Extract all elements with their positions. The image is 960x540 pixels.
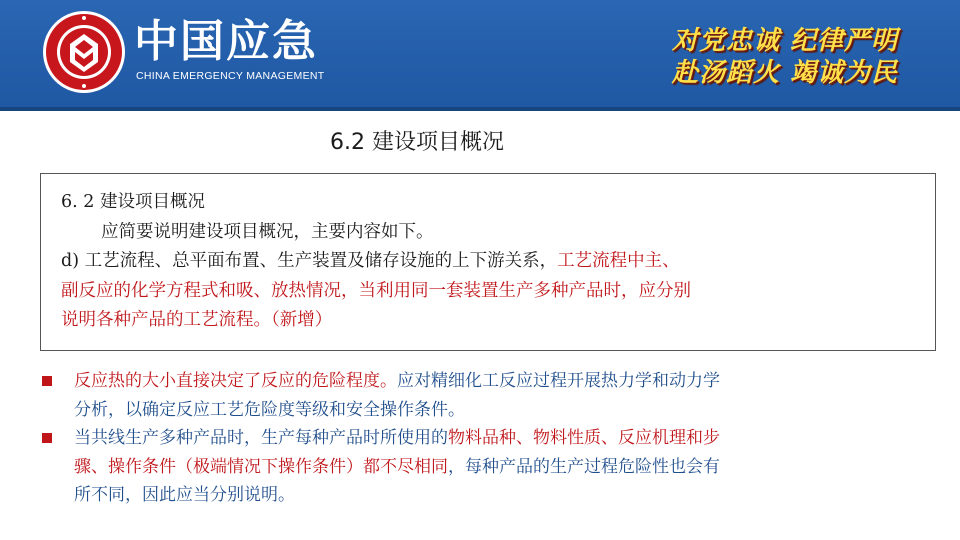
bullet-1-text-1: 应对精细化工反应过程开展热力学和动力学 (397, 371, 720, 391)
slogan-line-1: 对党忠诚 纪律严明 (671, 26, 898, 56)
bullet-square-icon (42, 433, 52, 443)
bullet-item-1 (40, 367, 920, 424)
bullet-2-highlight-1: 物料品种、物料性质、反应机理和步 (448, 428, 720, 448)
bullet-1-highlight: 反应热的大小直接决定了反应的危险程度。 (74, 371, 397, 391)
brand-subtitle: CHINA EMERGENCY MANAGEMENT (136, 70, 325, 82)
emergency-emblem-icon (42, 10, 126, 94)
excerpt-heading: 6. 2 建设项目概况 (61, 192, 205, 212)
header-bar (0, 0, 960, 107)
excerpt-item-highlight-1: 工艺流程中主、 (557, 251, 680, 271)
bullet-square-icon (42, 376, 52, 386)
page-title: 6.2 建设项目概况 (330, 130, 504, 155)
slogan-line-2: 赴汤蹈火 竭诚为民 (671, 58, 898, 88)
excerpt-intro: 应简要说明建设项目概况，主要内容如下。 (101, 221, 434, 242)
excerpt-item-d (61, 247, 915, 277)
brand-title: 中国应急 (134, 16, 318, 67)
bullet-2-text-1: 当共线生产多种产品时，生产每种产品时所使用的 (74, 428, 448, 448)
excerpt-item-highlight-2: 副反应的化学方程式和吸、放热情况，当利用同一套装置生产多种产品时，应分别 (61, 280, 691, 301)
excerpt-item-highlight-3: 说明各种产品的工艺流程。（新增） (61, 310, 333, 330)
bullet-2-text-2: ，每种产品的生产过程危险性也会有 (448, 456, 720, 477)
bullet-list (40, 367, 920, 510)
bullet-1-text-2: 分析，以确定反应工艺危险度等级和安全操作条件。 (74, 399, 465, 420)
header-divider (0, 107, 960, 111)
excerpt-item-prefix: d) 工艺流程、总平面布置、生产装置及储存设施的上下游关系， (61, 251, 558, 271)
bullet-2-text-3: 所不同，因此应当分别说明。 (74, 485, 295, 505)
bullet-2-highlight-2: 骤、操作条件（极端情况下操作条件）都不尽相同 (74, 456, 448, 477)
bullet-item-2 (40, 424, 920, 510)
standard-excerpt-box (40, 173, 936, 351)
